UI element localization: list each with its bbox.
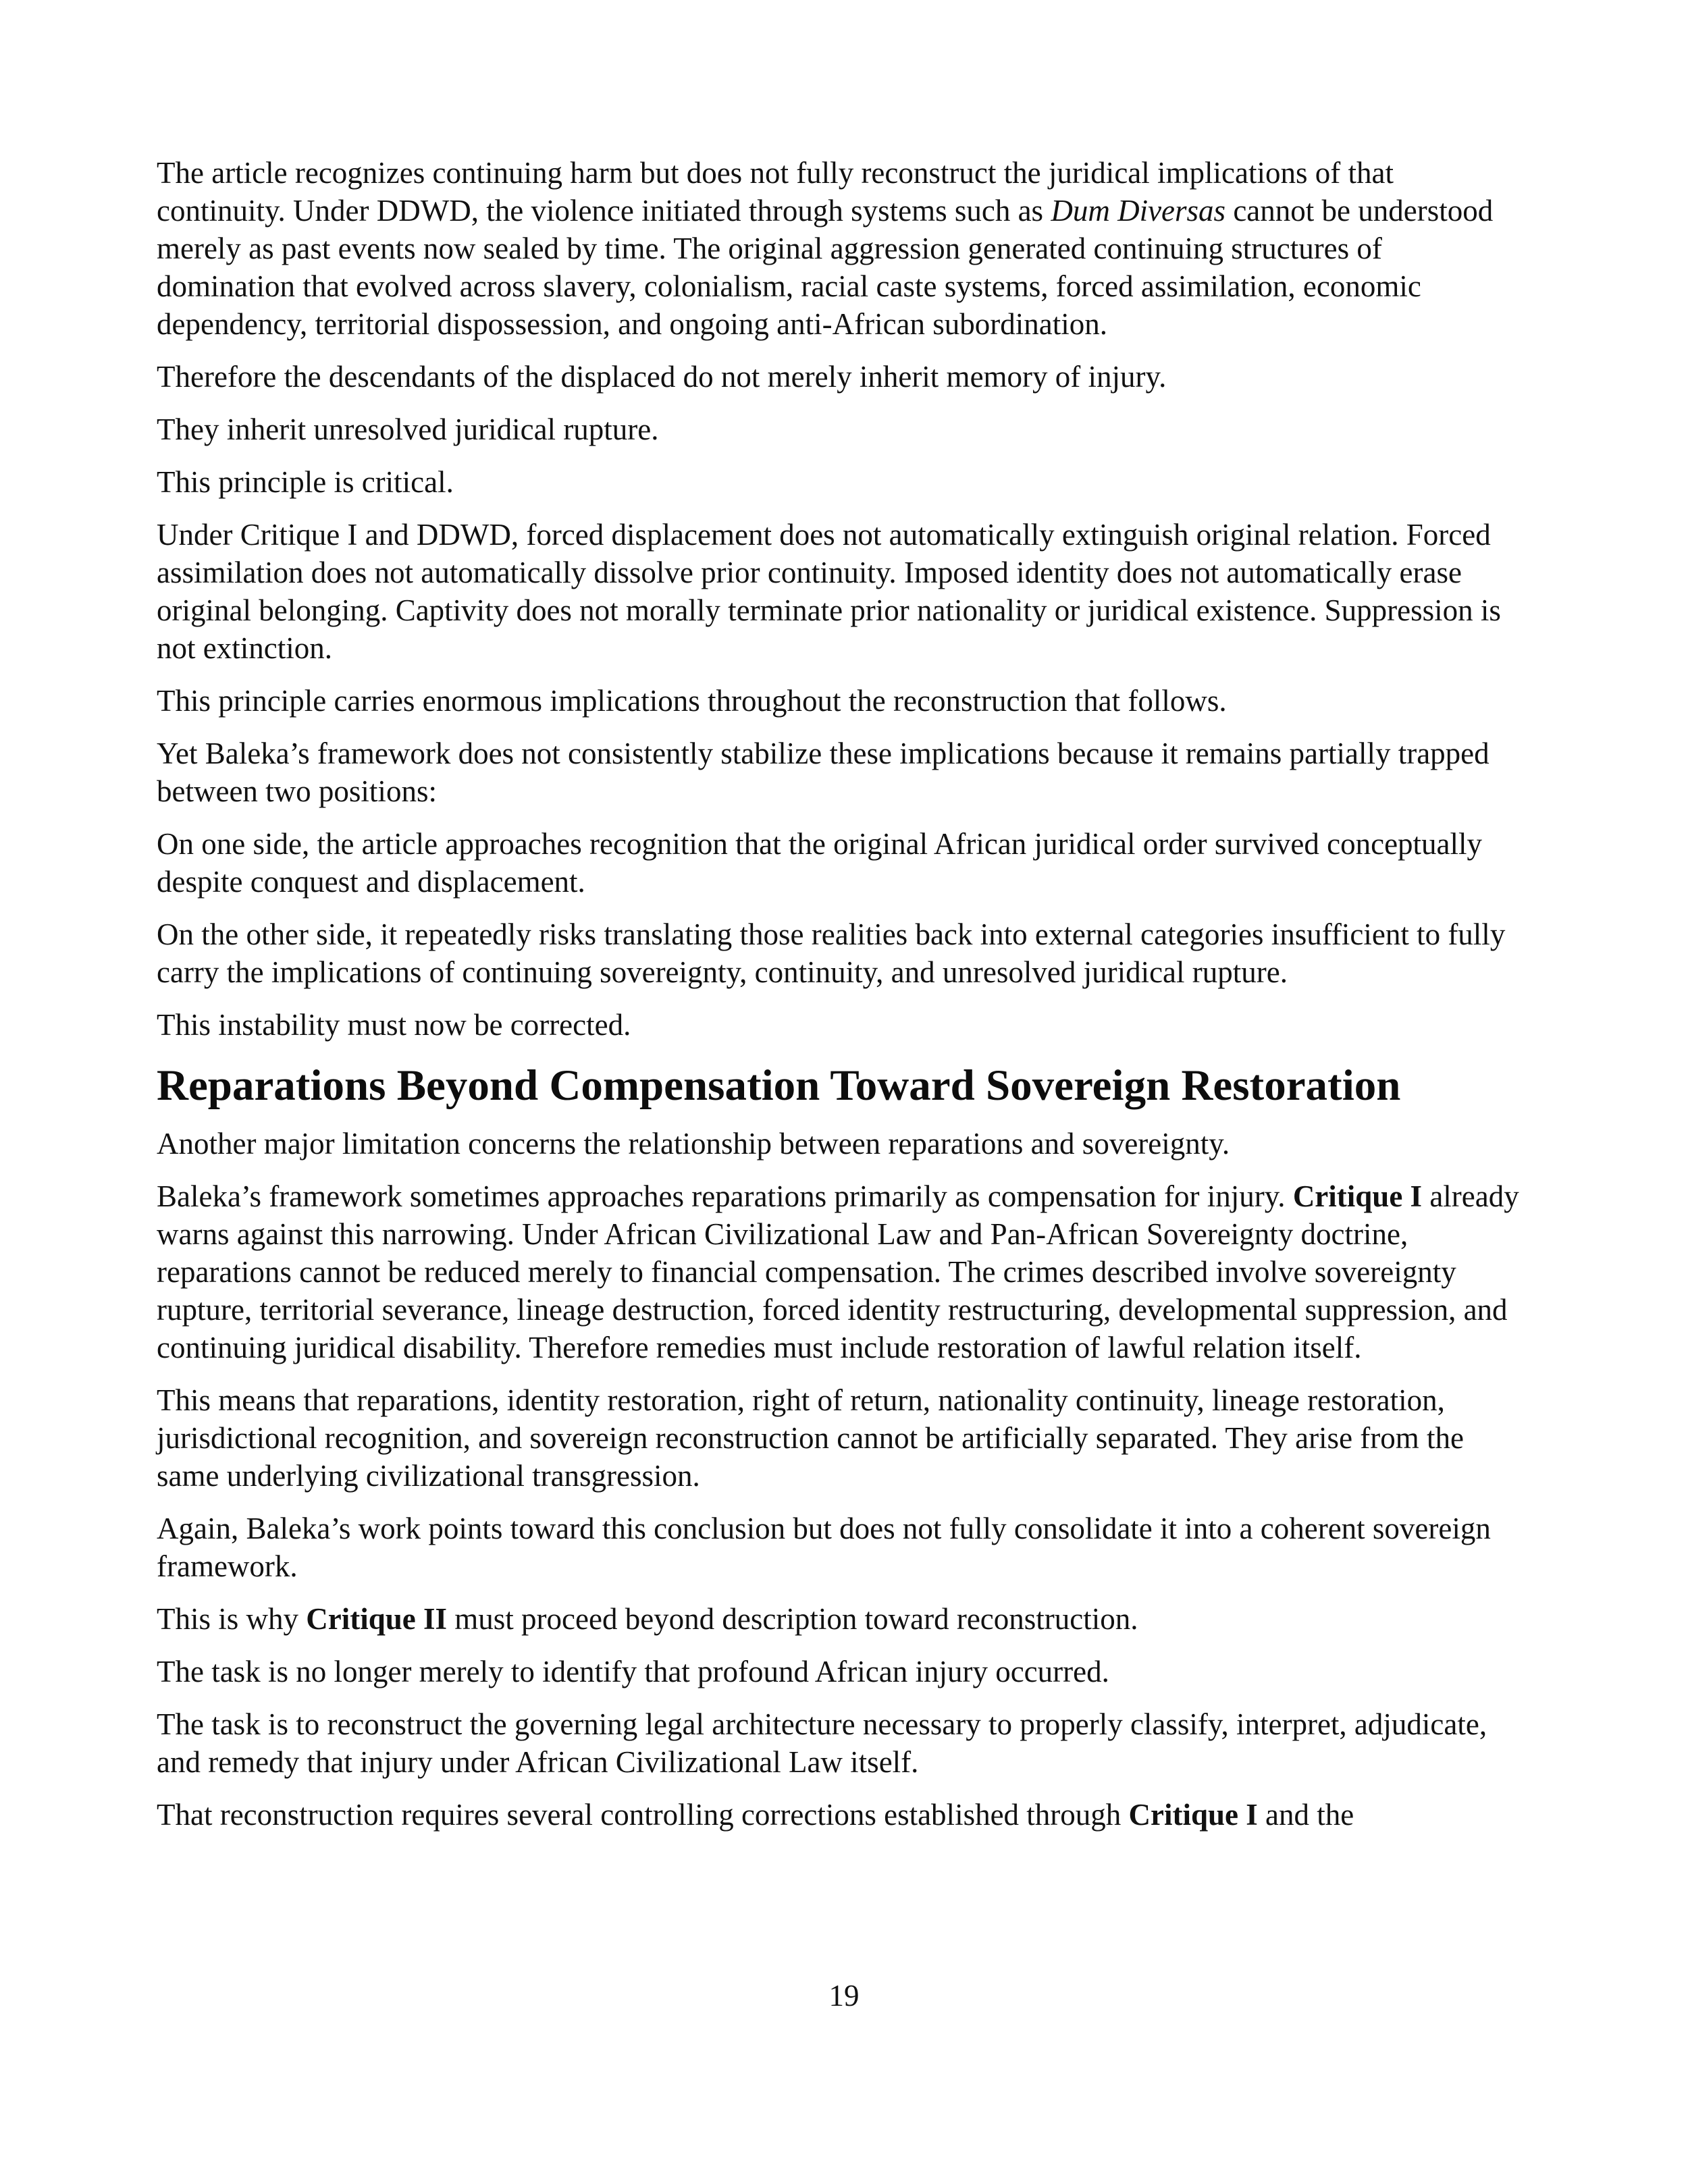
paragraph-descendants: Therefore the descendants of the displaced do not merely inherit memory of injury. [157,360,1167,394]
page-number: 19 [828,1979,860,2013]
paragraph-two-positions: Yet Baleka’s framework does not consistently stabilize these implications because it remains partially trapped between two positions: [157,737,1489,808]
paragraph-baleka-points: Again, Baleka’s work points toward this conclusion but does not fully consolidate it into a coherent sovereign framework. [157,1512,1491,1583]
paragraph-forced-displacement: Under Critique I and DDWD, forced displacement does not automatically extinguish original relation. Forced assimilation does not automatically dissolve prior continuity. Imposed identity does not automatically erase original belonging. Captivity does not morally terminate prior nationality or juridical existence. Suppression is not extinction. [157,518,1501,665]
paragraph-reparations-inseparable: This means that reparations, identity restoration, right of return, nationality continuity, lineage restoration, jurisdictional recognition, and sovereign reconstruction cannot be artificially separated. They arise from the same underlying civilizational transgression. [157,1383,1464,1493]
paragraph-principle-critical: This principle is critical. [157,465,454,499]
paragraph-enormous-implications: This principle carries enormous implications throughout the reconstruction that follows. [157,684,1227,718]
paragraph-continuing-harm [157,154,1527,343]
paragraph-controlling-corrections [157,1796,1527,1834]
paragraph-text: must proceed beyond description toward reconstruction. [447,1602,1138,1636]
paragraph-other-side: On the other side, it repeatedly risks translating those realities back into external categories insufficient to fully carry the implications of continuing sovereignty, continuity, and unresolved juridical rupture. [157,917,1506,989]
paragraph-text: cannot be understood merely as past events now sealed by time. The original aggression generated continuing structures of domination that evolved across slavery, colonialism, racial caste systems, forced assimilation, economic dependency, territorial dispossession, and ongoing anti-African subordination. [157,194,1494,341]
paragraph-unresolved-rupture: They inherit unresolved juridical rupture. [157,412,659,446]
paragraph-text: That reconstruction requires several controlling corrections established through [157,1798,1129,1832]
document-page [157,154,1527,1848]
paragraph-text: and the [1257,1798,1354,1832]
italic-term-dum-diversas: Dum Diversas [1051,194,1226,228]
section-heading: Reparations Beyond Compensation Toward Sovereign Restoration [157,1061,1401,1110]
paragraph-major-limitation: Another major limitation concerns the relationship between reparations and sovereignty. [157,1127,1230,1161]
bold-term-critique-i: Critique I [1128,1798,1258,1832]
paragraph-task-no-longer: The task is no longer merely to identify that profound African injury occurred. [157,1655,1109,1688]
paragraph-task-reconstruct: The task is to reconstruct the governing legal architecture necessary to properly classify, interpret, adjudicate, and remedy that injury under African Civilizational Law itself. [157,1707,1487,1779]
bold-term-critique-ii: Critique II [306,1602,448,1636]
paragraph-compensation [157,1177,1527,1366]
paragraph-text: The article recognizes continuing harm but does not fully reconstruct the juridical implications of that continuity. Under DDWD, the violence initiated through systems such as [157,156,1394,228]
paragraph-text: Baleka’s framework sometimes approaches reparations primarily as compensation for injury. [157,1179,1293,1213]
paragraph-instability: This instability must now be corrected. [157,1008,631,1042]
paragraph-critique-ii [157,1600,1527,1638]
bold-term-critique-i: Critique I [1292,1179,1423,1213]
paragraph-one-side: On one side, the article approaches recognition that the original African juridical order survived conceptually despite conquest and displacement. [157,827,1483,899]
paragraph-text: already warns against this narrowing. Under African Civilizational Law and Pan-African Sovereignty doctrine, reparations cannot be reduced merely to financial compensation. The crimes described involve sovereignty rupture, territorial severance, lineage destruction, forced identity restructuring, developmental suppression, and continuing juridical disability. Therefore remedies must include restoration of lawful relation itself. [157,1179,1519,1364]
paragraph-text: This is why [157,1602,307,1636]
